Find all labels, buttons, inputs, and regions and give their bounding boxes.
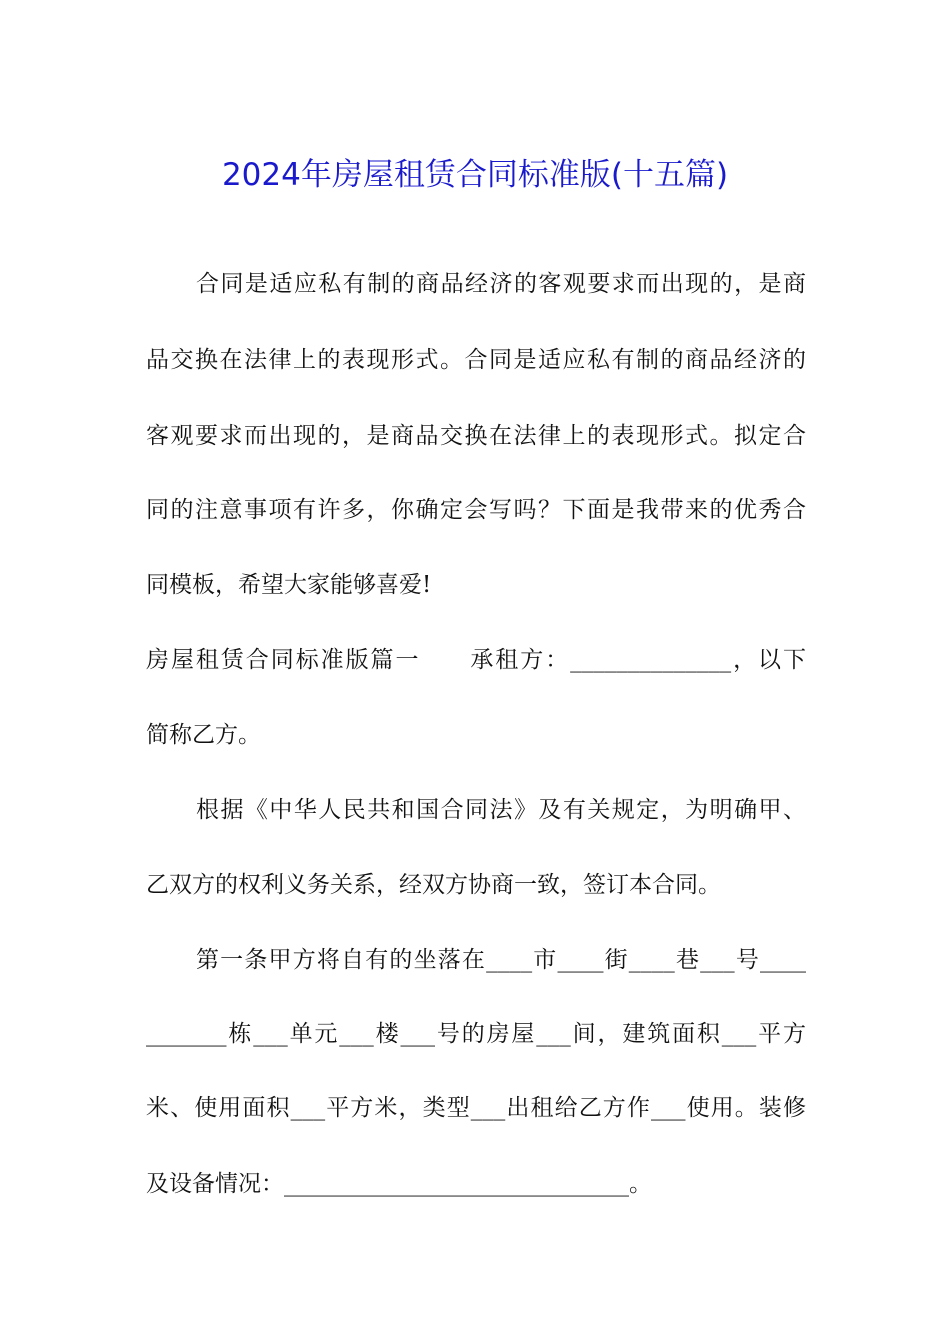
paragraph-line: 品交换在法律上的表现形式。合同是适应私有制的商品经济的 bbox=[146, 347, 806, 373]
document-title: 2024年房屋租赁合同标准版(十五篇) bbox=[221, 156, 729, 193]
article-line: 米、使用面积___平方米，类型___出租给乙方作___使用。装修 bbox=[146, 1095, 806, 1121]
article-line: 第一条甲方将自有的坐落在____市____街____巷___号____ bbox=[196, 947, 806, 973]
paragraph-line: 简称乙方。 bbox=[146, 722, 261, 748]
section-heading-line: 房屋租赁合同标准版篇一 承租方：______________，以下 bbox=[146, 647, 806, 673]
paragraph-line: 合同是适应私有制的商品经济的客观要求而出现的，是商 bbox=[196, 271, 806, 297]
paragraph-line: 乙双方的权利义务关系，经双方协商一致，签订本合同。 bbox=[146, 872, 721, 898]
paragraph-line: 根据《中华人民共和国合同法》及有关规定，为明确甲、 bbox=[196, 797, 806, 823]
article-line: _______栋___单元___楼___号的房屋___间，建筑面积___平方 bbox=[146, 1021, 806, 1047]
paragraph-line: 客观要求而出现的，是商品交换在法律上的表现形式。拟定合 bbox=[146, 423, 806, 449]
article-line: 及设备情况：______________________________。 bbox=[146, 1171, 652, 1197]
paragraph-line: 同模板，希望大家能够喜爱! bbox=[146, 572, 432, 598]
paragraph-line: 同的注意事项有许多，你确定会写吗？下面是我带来的优秀合 bbox=[146, 497, 806, 523]
